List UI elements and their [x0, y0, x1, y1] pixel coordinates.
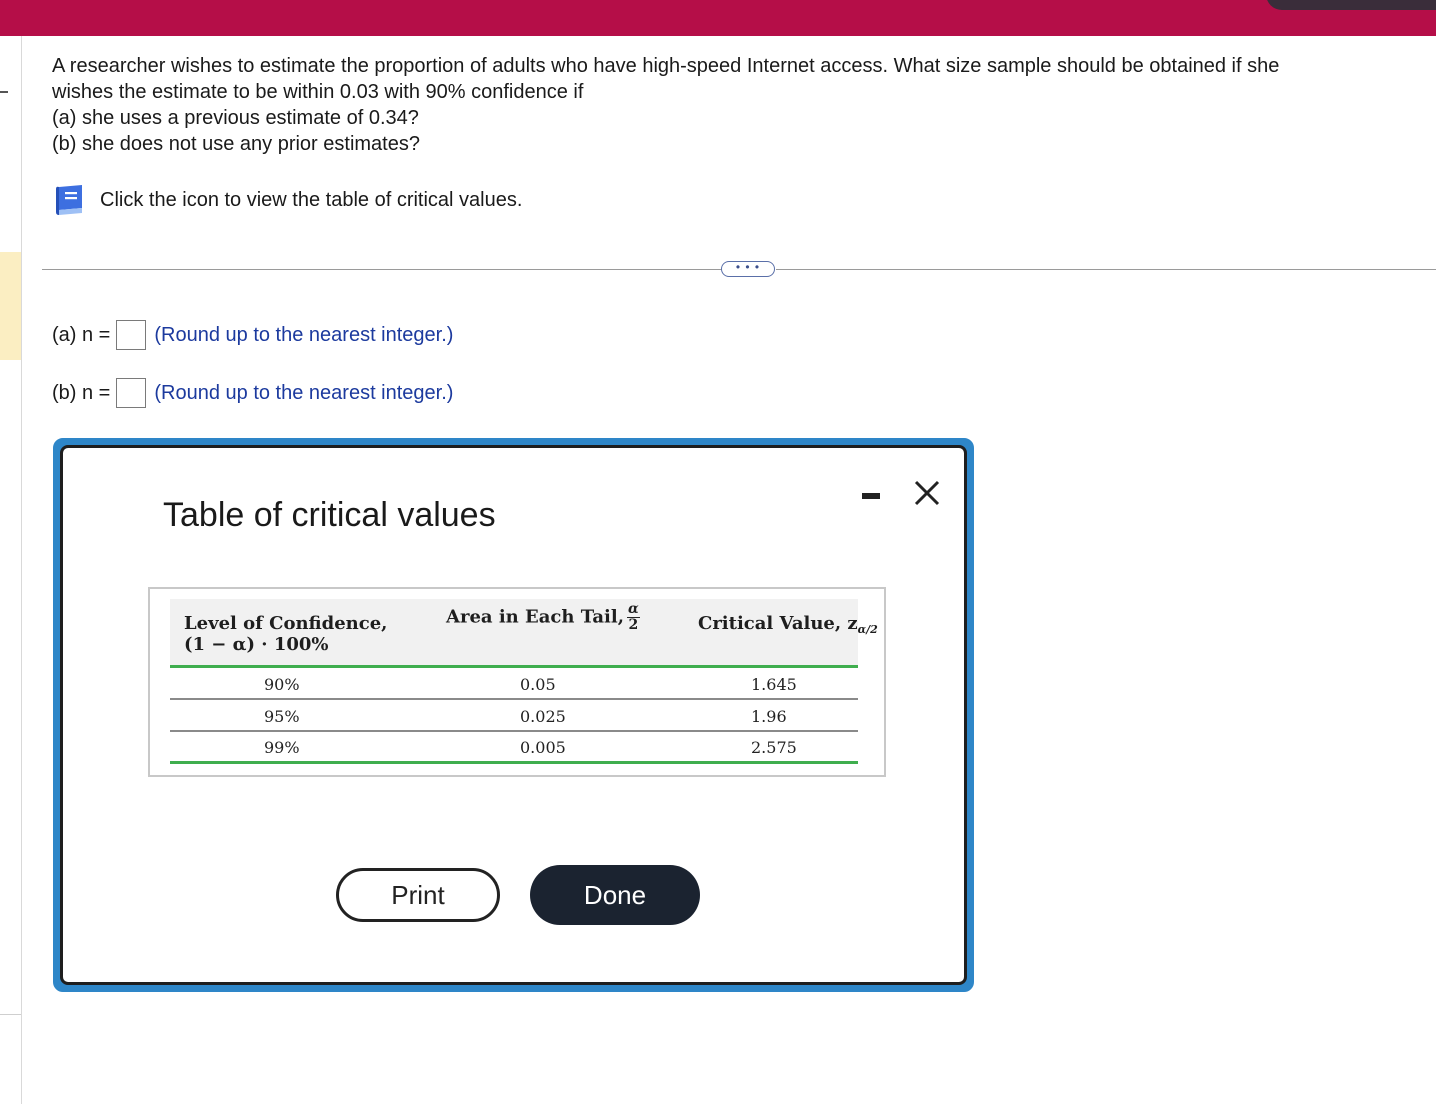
cell-critical: 1.645: [751, 675, 797, 694]
header-confidence: [184, 613, 387, 655]
left-rail-tick: [0, 91, 8, 93]
cell-area: 0.025: [520, 707, 566, 726]
header-bar: [0, 0, 1436, 36]
answer-label-a: (a) n =: [52, 323, 111, 346]
header-confidence-line1: Level of Confidence,: [184, 613, 388, 634]
close-icon[interactable]: [909, 475, 945, 511]
question-text: [52, 53, 1422, 157]
cell-critical: 1.96: [751, 707, 787, 726]
cell-confidence: 90%: [264, 675, 300, 694]
table-row-divider: [170, 730, 858, 732]
section-divider: [42, 269, 722, 270]
header-area-text: Area in Each Tail,: [446, 606, 624, 628]
answer-row-b: [52, 377, 453, 409]
critical-values-hint[interactable]: [52, 183, 522, 217]
question-line: wishes the estimate to be within 0.03 with 90% confidence if: [52, 81, 584, 103]
answer-label-b: (b) n =: [52, 381, 111, 404]
question-line: A researcher wishes to estimate the proportion of adults who have high-speed Internet access. What size sample should be obtained if she: [52, 55, 1280, 77]
alpha-over-two-fraction: [627, 602, 640, 633]
left-rail-mark: [0, 1014, 21, 1015]
cell-confidence: 99%: [264, 738, 300, 757]
critical-values-table: [148, 587, 886, 777]
table-row-divider: [170, 698, 858, 700]
left-rail: [21, 36, 22, 1104]
answer-row-a: [52, 319, 453, 351]
header-pill: [1266, 0, 1436, 10]
answer-input-b[interactable]: [116, 378, 146, 408]
question-part-a: (a) she uses a previous estimate of 0.34?: [52, 107, 419, 129]
critical-values-dialog: [60, 445, 967, 985]
header-critical-subscript: α/2: [857, 623, 878, 636]
cell-area: 0.05: [520, 675, 556, 694]
minimize-icon[interactable]: [860, 485, 884, 509]
table-rule-bottom: [170, 761, 858, 764]
fraction-denominator: 2: [628, 617, 639, 633]
hint-text: Click the icon to view the table of critical values.: [100, 188, 523, 211]
header-confidence-line2: (1 − α) · 100%: [184, 634, 329, 655]
left-rail-highlight: [0, 252, 21, 360]
cell-confidence: 95%: [264, 707, 300, 726]
header-area: [446, 602, 640, 633]
fraction-numerator: α: [628, 601, 639, 617]
cell-area: 0.005: [520, 738, 566, 757]
done-button[interactable]: Done: [530, 865, 700, 925]
print-button[interactable]: Print: [336, 868, 500, 922]
expand-more-button[interactable]: • • •: [721, 261, 775, 277]
header-critical: [698, 613, 878, 636]
section-divider: [776, 269, 1436, 270]
book-icon[interactable]: [52, 183, 88, 217]
table-rule-top: [170, 665, 858, 668]
rounding-note-b: (Round up to the nearest integer.): [154, 381, 454, 404]
answer-input-a[interactable]: [116, 320, 146, 350]
dialog-title: Table of critical values: [163, 496, 496, 534]
cell-critical: 2.575: [751, 738, 797, 757]
rounding-note-a: (Round up to the nearest integer.): [154, 323, 454, 346]
header-critical-text: Critical Value, z: [698, 613, 858, 634]
question-part-b: (b) she does not use any prior estimates?: [52, 133, 420, 155]
